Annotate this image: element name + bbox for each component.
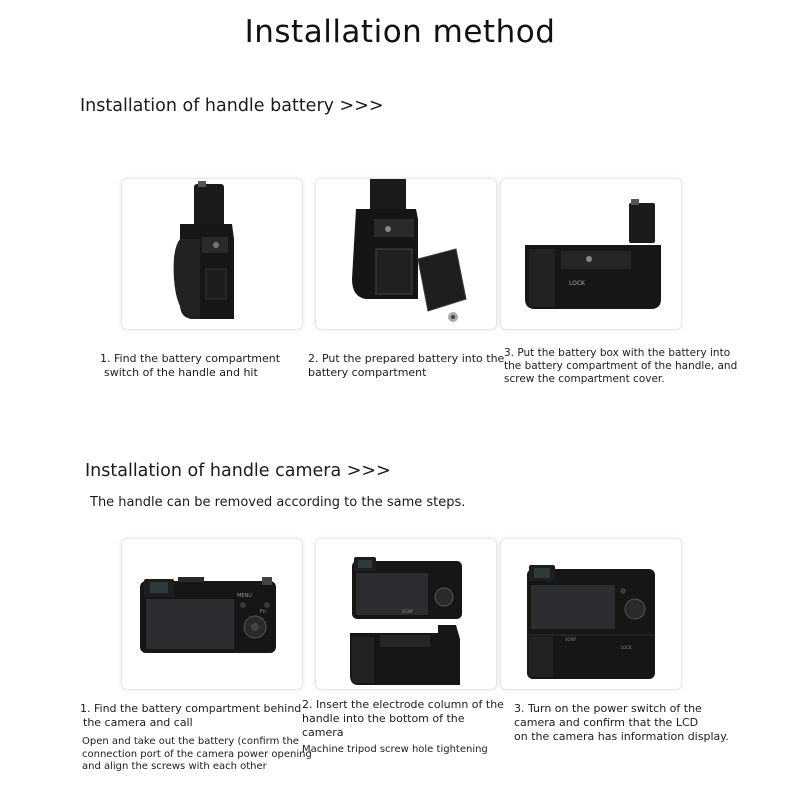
battery-step-1-line2: switch of the handle and hit xyxy=(104,366,258,379)
camera-step-2-detail1: Machine tripod screw hole tightening xyxy=(302,744,488,755)
camera-step-1-line1: 1. Find the battery compartment behind xyxy=(80,702,302,715)
battery-step-3-image xyxy=(500,178,682,330)
camera-above-grip-illustration xyxy=(316,539,496,689)
battery-step-2-image xyxy=(315,178,497,330)
camera-3-lock-label: LOCK xyxy=(621,645,632,650)
camera-step-1-detail1: Open and take out the battery (confirm the xyxy=(82,736,299,747)
camera-step-1-line2: the camera and call xyxy=(83,716,193,729)
camera-step-3-line3: on the camera has information display. xyxy=(514,730,729,743)
battery-step-2-caption xyxy=(308,352,504,380)
camera-back-illustration xyxy=(122,539,302,689)
camera-1-menu-label: MENU xyxy=(237,593,252,599)
camera-step-1-caption xyxy=(80,702,301,730)
battery-step-1-line1: 1. Find the battery compartment xyxy=(100,352,281,365)
battery-section-heading: Installation of handle battery >>> xyxy=(80,96,384,116)
camera-step-2-caption xyxy=(302,698,504,740)
camera-step-3-line1: 3. Turn on the power switch of the xyxy=(514,702,702,715)
camera-step-1-detail2: connection port of the camera power opening xyxy=(82,748,312,760)
camera-1-fn-label: Fn xyxy=(260,609,267,615)
grip-open-door-illustration xyxy=(316,179,496,329)
camera-step-2-line1: 2. Insert the electrode column of the xyxy=(302,698,504,711)
camera-step-1-detail3: and align the screws with each other xyxy=(82,761,267,772)
battery-step-3-line1: 3. Put the battery box with the battery into xyxy=(504,347,731,359)
camera-step-2-line2: handle into the bottom of the xyxy=(302,712,465,725)
battery-step-3-line3: screw the compartment cover. xyxy=(504,373,665,385)
camera-section-heading: Installation of handle camera >>> xyxy=(85,461,391,481)
camera-step-2-detail xyxy=(302,744,488,757)
battery-step-2-line1: 2. Put the prepared battery into the xyxy=(308,352,505,365)
battery-step-3-line2: the battery compartment of the handle, and xyxy=(504,360,738,372)
camera-section-note: The handle can be removed according to the same steps. xyxy=(90,495,466,510)
camera-2-brand-label: SONY xyxy=(402,609,414,614)
grip-lock-label: LOCK xyxy=(569,280,585,287)
battery-step-1-image xyxy=(121,178,303,330)
battery-step-1-caption xyxy=(100,352,280,380)
battery-step-2-line2: battery compartment xyxy=(308,366,427,379)
grip-with-battery-illustration xyxy=(501,179,681,329)
camera-step-3-line2: camera and confirm that the LCD xyxy=(514,716,699,729)
camera-3-brand-label: SONY xyxy=(565,637,577,642)
camera-step-2-line3: camera xyxy=(302,726,344,739)
camera-step-3-image xyxy=(500,538,682,690)
camera-step-2-image xyxy=(315,538,497,690)
camera-step-1-image xyxy=(121,538,303,690)
camera-step-1-detail xyxy=(82,736,312,774)
grip-upright-illustration xyxy=(122,179,302,329)
battery-step-3-caption xyxy=(504,347,737,386)
camera-step-3-caption xyxy=(514,702,729,744)
camera-mounted-illustration xyxy=(501,539,681,689)
page-title: Installation method xyxy=(244,14,556,50)
